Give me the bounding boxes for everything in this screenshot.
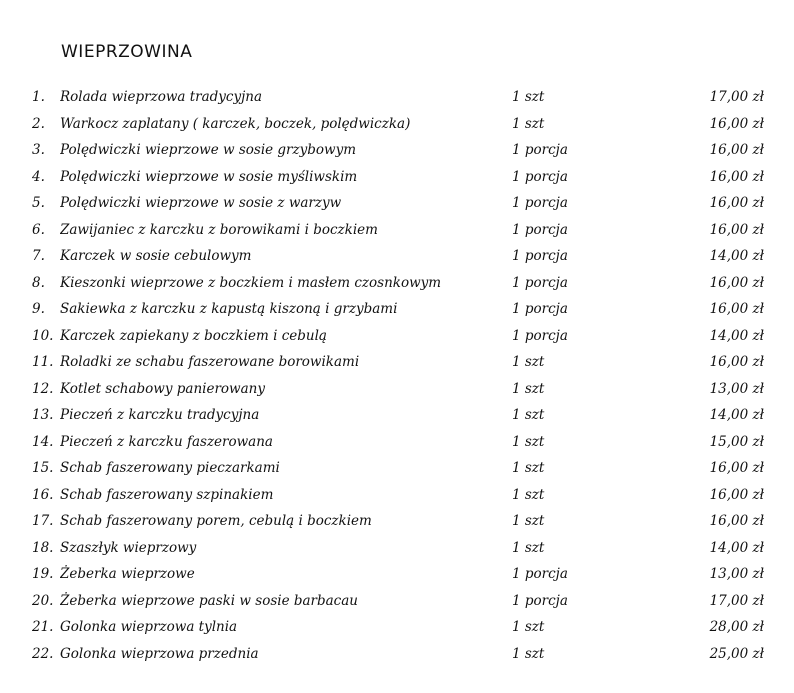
list-item	[0, 243, 794, 270]
list-item	[0, 535, 794, 562]
item-quantity: 1 szt	[512, 433, 545, 450]
item-name: Schab faszerowany pieczarkami	[60, 460, 280, 476]
item-name: Pieczeń z karczku faszerowana	[60, 433, 273, 450]
item-name: Karczek w sosie cebulowym	[60, 248, 252, 264]
list-item	[0, 84, 794, 111]
item-number: 1.	[32, 89, 45, 105]
item-number: 15.	[32, 460, 54, 476]
item-price: 17,00 zł	[709, 592, 764, 609]
item-number: 16.	[32, 486, 54, 503]
item-price: 17,00 zł	[709, 89, 764, 105]
item-number: 21.	[32, 619, 54, 635]
item-price: 16,00 zł	[709, 513, 764, 529]
list-item	[0, 482, 794, 509]
item-number: 11.	[32, 354, 54, 370]
item-quantity: 1 szt	[512, 407, 545, 423]
item-number: 12.	[32, 380, 54, 397]
list-item	[0, 270, 794, 297]
list-item	[0, 588, 794, 615]
item-quantity: 1 porcja	[512, 168, 568, 185]
item-quantity: 1 porcja	[512, 248, 568, 264]
item-name: Golonka wieprzowa przednia	[60, 645, 259, 662]
item-quantity: 1 szt	[512, 619, 545, 635]
item-price: 16,00 zł	[709, 168, 764, 185]
item-quantity: 1 szt	[512, 115, 545, 132]
item-price: 16,00 zł	[709, 115, 764, 132]
list-item	[0, 217, 794, 244]
item-number: 10.	[32, 327, 54, 344]
item-quantity: 1 szt	[512, 89, 545, 105]
item-number: 6.	[32, 221, 45, 238]
item-number: 3.	[32, 142, 45, 158]
item-quantity: 1 szt	[512, 354, 545, 370]
item-name: Polędwiczki wieprzowe w sosie grzybowym	[60, 142, 356, 158]
item-price: 16,00 zł	[709, 460, 764, 476]
item-price: 14,00 zł	[709, 327, 764, 344]
item-number: 5.	[32, 195, 45, 211]
item-price: 16,00 zł	[709, 354, 764, 370]
list-item	[0, 323, 794, 350]
item-number: 18.	[32, 539, 54, 556]
section-title: WIEPRZOWINA	[61, 42, 193, 62]
list-item	[0, 164, 794, 191]
item-quantity: 1 szt	[512, 539, 545, 556]
list-item	[0, 137, 794, 164]
item-price: 16,00 zł	[709, 142, 764, 158]
item-name: Polędwiczki wieprzowe w sosie z warzyw	[60, 195, 342, 211]
item-name: Żeberka wieprzowe	[60, 566, 195, 582]
item-price: 14,00 zł	[709, 539, 764, 556]
item-name: Rolada wieprzowa tradycyjna	[60, 89, 263, 105]
list-item	[0, 296, 794, 323]
item-number: 20.	[32, 592, 54, 609]
item-name: Warkocz zaplatany ( karczek, boczek, polędwiczka)	[60, 115, 411, 132]
item-name: Pieczeń z karczku tradycyjna	[60, 407, 260, 423]
item-number: 9.	[32, 301, 45, 317]
list-item	[0, 111, 794, 138]
item-price: 16,00 zł	[709, 274, 764, 291]
item-name: Kotlet schabowy panierowany	[60, 380, 265, 397]
list-item	[0, 376, 794, 403]
item-number: 2.	[32, 115, 45, 132]
item-price: 15,00 zł	[709, 433, 764, 450]
item-quantity: 1 szt	[512, 645, 545, 662]
item-quantity: 1 szt	[512, 460, 545, 476]
item-number: 7.	[32, 248, 45, 264]
item-number: 17.	[32, 513, 54, 529]
item-name: Kieszonki wieprzowe z boczkiem i masłem czosnkowym	[60, 274, 442, 291]
item-name: Zawijaniec z karczku z borowikami i boczkiem	[60, 221, 378, 238]
list-item	[0, 508, 794, 535]
item-name: Żeberka wieprzowe paski w sosie barbacau	[60, 592, 358, 609]
item-price: 13,00 zł	[709, 380, 764, 397]
list-item	[0, 190, 794, 217]
item-name: Golonka wieprzowa tylnia	[60, 619, 238, 635]
list-item	[0, 614, 794, 641]
item-price: 13,00 zł	[709, 566, 764, 582]
item-number: 14.	[32, 433, 54, 450]
item-quantity: 1 porcja	[512, 327, 568, 344]
list-item	[0, 561, 794, 588]
item-price: 16,00 zł	[709, 486, 764, 503]
item-quantity: 1 szt	[512, 380, 545, 397]
item-name: Roladki ze schabu faszerowane borowikami	[60, 354, 360, 370]
item-quantity: 1 porcja	[512, 195, 568, 211]
item-quantity: 1 porcja	[512, 592, 568, 609]
list-item	[0, 641, 794, 668]
item-price: 16,00 zł	[709, 195, 764, 211]
item-price: 25,00 zł	[709, 645, 764, 662]
item-quantity: 1 szt	[512, 486, 545, 503]
list-item	[0, 429, 794, 456]
item-quantity: 1 porcja	[512, 566, 568, 582]
item-name: Szaszłyk wieprzowy	[60, 539, 197, 556]
item-number: 8.	[32, 274, 45, 291]
item-price: 16,00 zł	[709, 301, 764, 317]
item-price: 16,00 zł	[709, 221, 764, 238]
item-quantity: 1 porcja	[512, 221, 568, 238]
item-quantity: 1 porcja	[512, 274, 568, 291]
list-item	[0, 349, 794, 376]
item-number: 13.	[32, 407, 54, 423]
item-name: Schab faszerowany porem, cebulą i boczkiem	[60, 513, 372, 529]
item-quantity: 1 porcja	[512, 301, 568, 317]
item-name: Schab faszerowany szpinakiem	[60, 486, 274, 503]
list-item	[0, 455, 794, 482]
item-quantity: 1 szt	[512, 513, 545, 529]
item-price: 28,00 zł	[709, 619, 764, 635]
item-number: 4.	[32, 168, 45, 185]
item-quantity: 1 porcja	[512, 142, 568, 158]
list-item	[0, 402, 794, 429]
item-price: 14,00 zł	[709, 248, 764, 264]
item-number: 19.	[32, 566, 54, 582]
item-name: Sakiewka z karczku z kapustą kiszoną i grzybami	[60, 301, 398, 317]
item-price: 14,00 zł	[709, 407, 764, 423]
item-name: Polędwiczki wieprzowe w sosie myśliwskim	[60, 168, 358, 185]
menu-list	[0, 84, 794, 667]
item-name: Karczek zapiekany z boczkiem i cebulą	[60, 327, 327, 344]
item-number: 22.	[32, 645, 54, 662]
